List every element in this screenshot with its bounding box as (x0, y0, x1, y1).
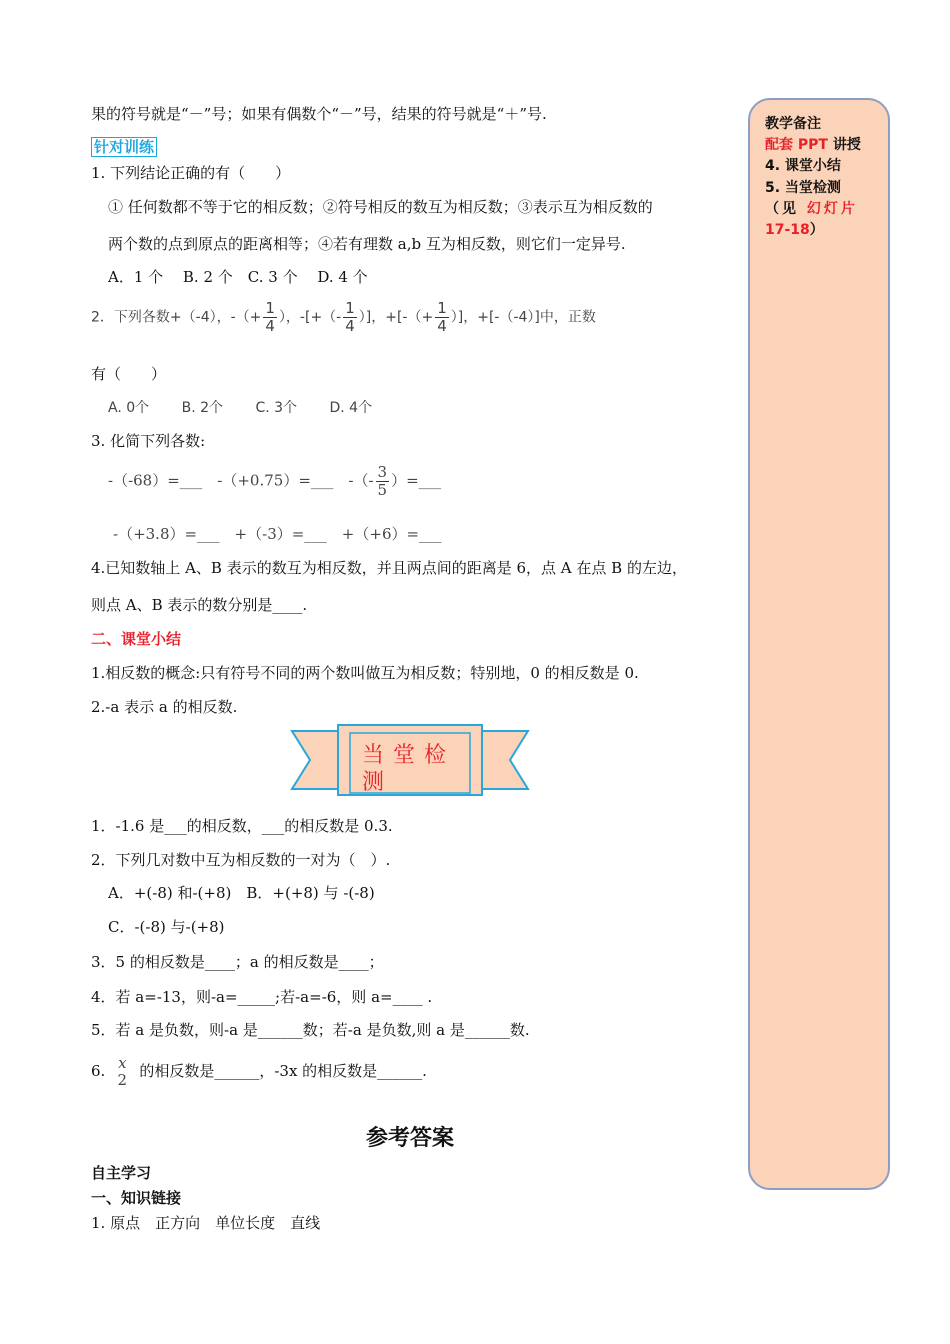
sidebar-ppt: 配套 PPT (765, 137, 828, 153)
fraction-1-4-c: $\frac{1}{4}$ (437, 299, 447, 335)
summary-item2: 2.-a 表示 a 的相反数. (91, 698, 238, 716)
banner-text: 当 堂 检 测 (362, 743, 447, 795)
q2-part1: 2．下列各数+（-4），-（+ (91, 309, 262, 326)
check-q1: 1．-1.6 是___的相反数，___的相反数是 0.3. (91, 817, 393, 835)
check-q6 (91, 1055, 427, 1089)
sidebar-line6 (765, 219, 824, 239)
fraction-1-4-b: $\frac{1}{4}$ (345, 299, 355, 335)
q1-line2: 两个数的点到原点的距离相等；④若有理数 a,b 互为相反数，则它们一定异号. (108, 235, 626, 253)
q3-row1 (108, 464, 441, 499)
check-q5: 5．若 a 是负数，则-a 是______数；若-a 是负数,则 a 是______数. (91, 1021, 530, 1039)
sidebar-close-paren: ） (809, 222, 824, 238)
q2-cont: 有（ ） (91, 365, 167, 383)
sidebar-line4: 5. 当堂检测 (765, 180, 841, 196)
sidebar-slides: 幻灯片 (806, 201, 858, 217)
sidebar-see: （见 (765, 201, 799, 217)
answers-title: 参考答案 (365, 1126, 454, 1151)
q4-line2: 则点 A、B 表示的数分别是____. (91, 596, 308, 614)
sidebar-line2 (765, 134, 861, 154)
answers-sub2: 一、知识链接 (91, 1189, 182, 1207)
check-q2-ab: A．+(-8) 和-(+8) B．+(+8) 与 -(-8) (108, 884, 375, 902)
check-q4: 4．若 a=-13，则-a=_____;若-a=-6，则 a=____ . (91, 988, 433, 1006)
intro-line: 果的符号就是“－”号；如果有偶数个“－”号，结果的符号就是“＋”号. (91, 105, 547, 123)
check-q2-c: C．-(-8) 与-(+8) (108, 918, 225, 936)
q3-row2: -（+3.8）=___ +（-3）=___ +（+6）=___ (113, 525, 442, 543)
fraction-1-4-a: $\frac{1}{4}$ (265, 299, 275, 335)
check-q3: 3．5 的相反数是____；a 的相反数是____； (91, 953, 384, 971)
q1-options: A．1 个 B. 2 个 C. 3 个 D. 4 个 (108, 268, 368, 286)
check-q2: 2．下列几对数中互为相反数的一对为（ ）. (91, 851, 391, 869)
sidebar-slide-range: 17-18 (765, 222, 810, 238)
q3-row1-a: -（-68）=___ -（+0.75）=___ -（- (108, 471, 374, 490)
q3-stem: 3. 化简下列各数: (91, 432, 206, 450)
sidebar-lecture: 讲授 (832, 137, 861, 153)
answers-sub1: 自主学习 (91, 1164, 152, 1182)
sidebar-line5 (765, 198, 858, 218)
summary-heading: 二、课堂小结 (91, 630, 182, 648)
sidebar-title: 教学备注 (765, 116, 821, 132)
practice-tag-label: 针对训练 (91, 137, 157, 157)
q2-part4: ）]，+[-（-4）]中，正数 (450, 309, 596, 326)
check-q6-prefix: 6. (91, 1062, 106, 1080)
q2-options: A. 0个 B. 2个 C. 3个 D. 4个 (108, 400, 373, 416)
fraction-3-5: $\frac{3}{5}$ (377, 463, 388, 499)
q1-stem: 1. 下列结论正确的有（ ） (91, 164, 291, 182)
summary-item1: 1.相反数的概念:只有符号不同的两个数叫做互为相反数；特别地，0 的相反数是 0. (91, 664, 639, 682)
check-q6-rest: 的相反数是______，-3x 的相反数是______. (139, 1062, 427, 1080)
q1-line1: ① 任何数都不等于它的相反数；②符号相反的数互为相反数；③表示互为相反数的 (108, 198, 653, 216)
q2-part2: ），-[+（- (278, 309, 342, 326)
q3-row1-b: ）=___ (391, 471, 442, 490)
sidebar-line3: 4. 课堂小结 (765, 158, 841, 174)
q2-part3: ）]，+[-（+ (358, 309, 434, 326)
practice-tag (91, 136, 157, 157)
q2-stem (91, 300, 596, 335)
fraction-x-2: x 2 (117, 1054, 128, 1089)
answers-a1: 1. 原点 正方向 单位长度 直线 (91, 1214, 321, 1232)
q4-line1: 4.已知数轴上 A、B 表示的数互为相反数，并且两点间的距离是 6，点 A 在点 B 的左边， (91, 559, 687, 577)
teaching-notes-panel (748, 98, 890, 1190)
